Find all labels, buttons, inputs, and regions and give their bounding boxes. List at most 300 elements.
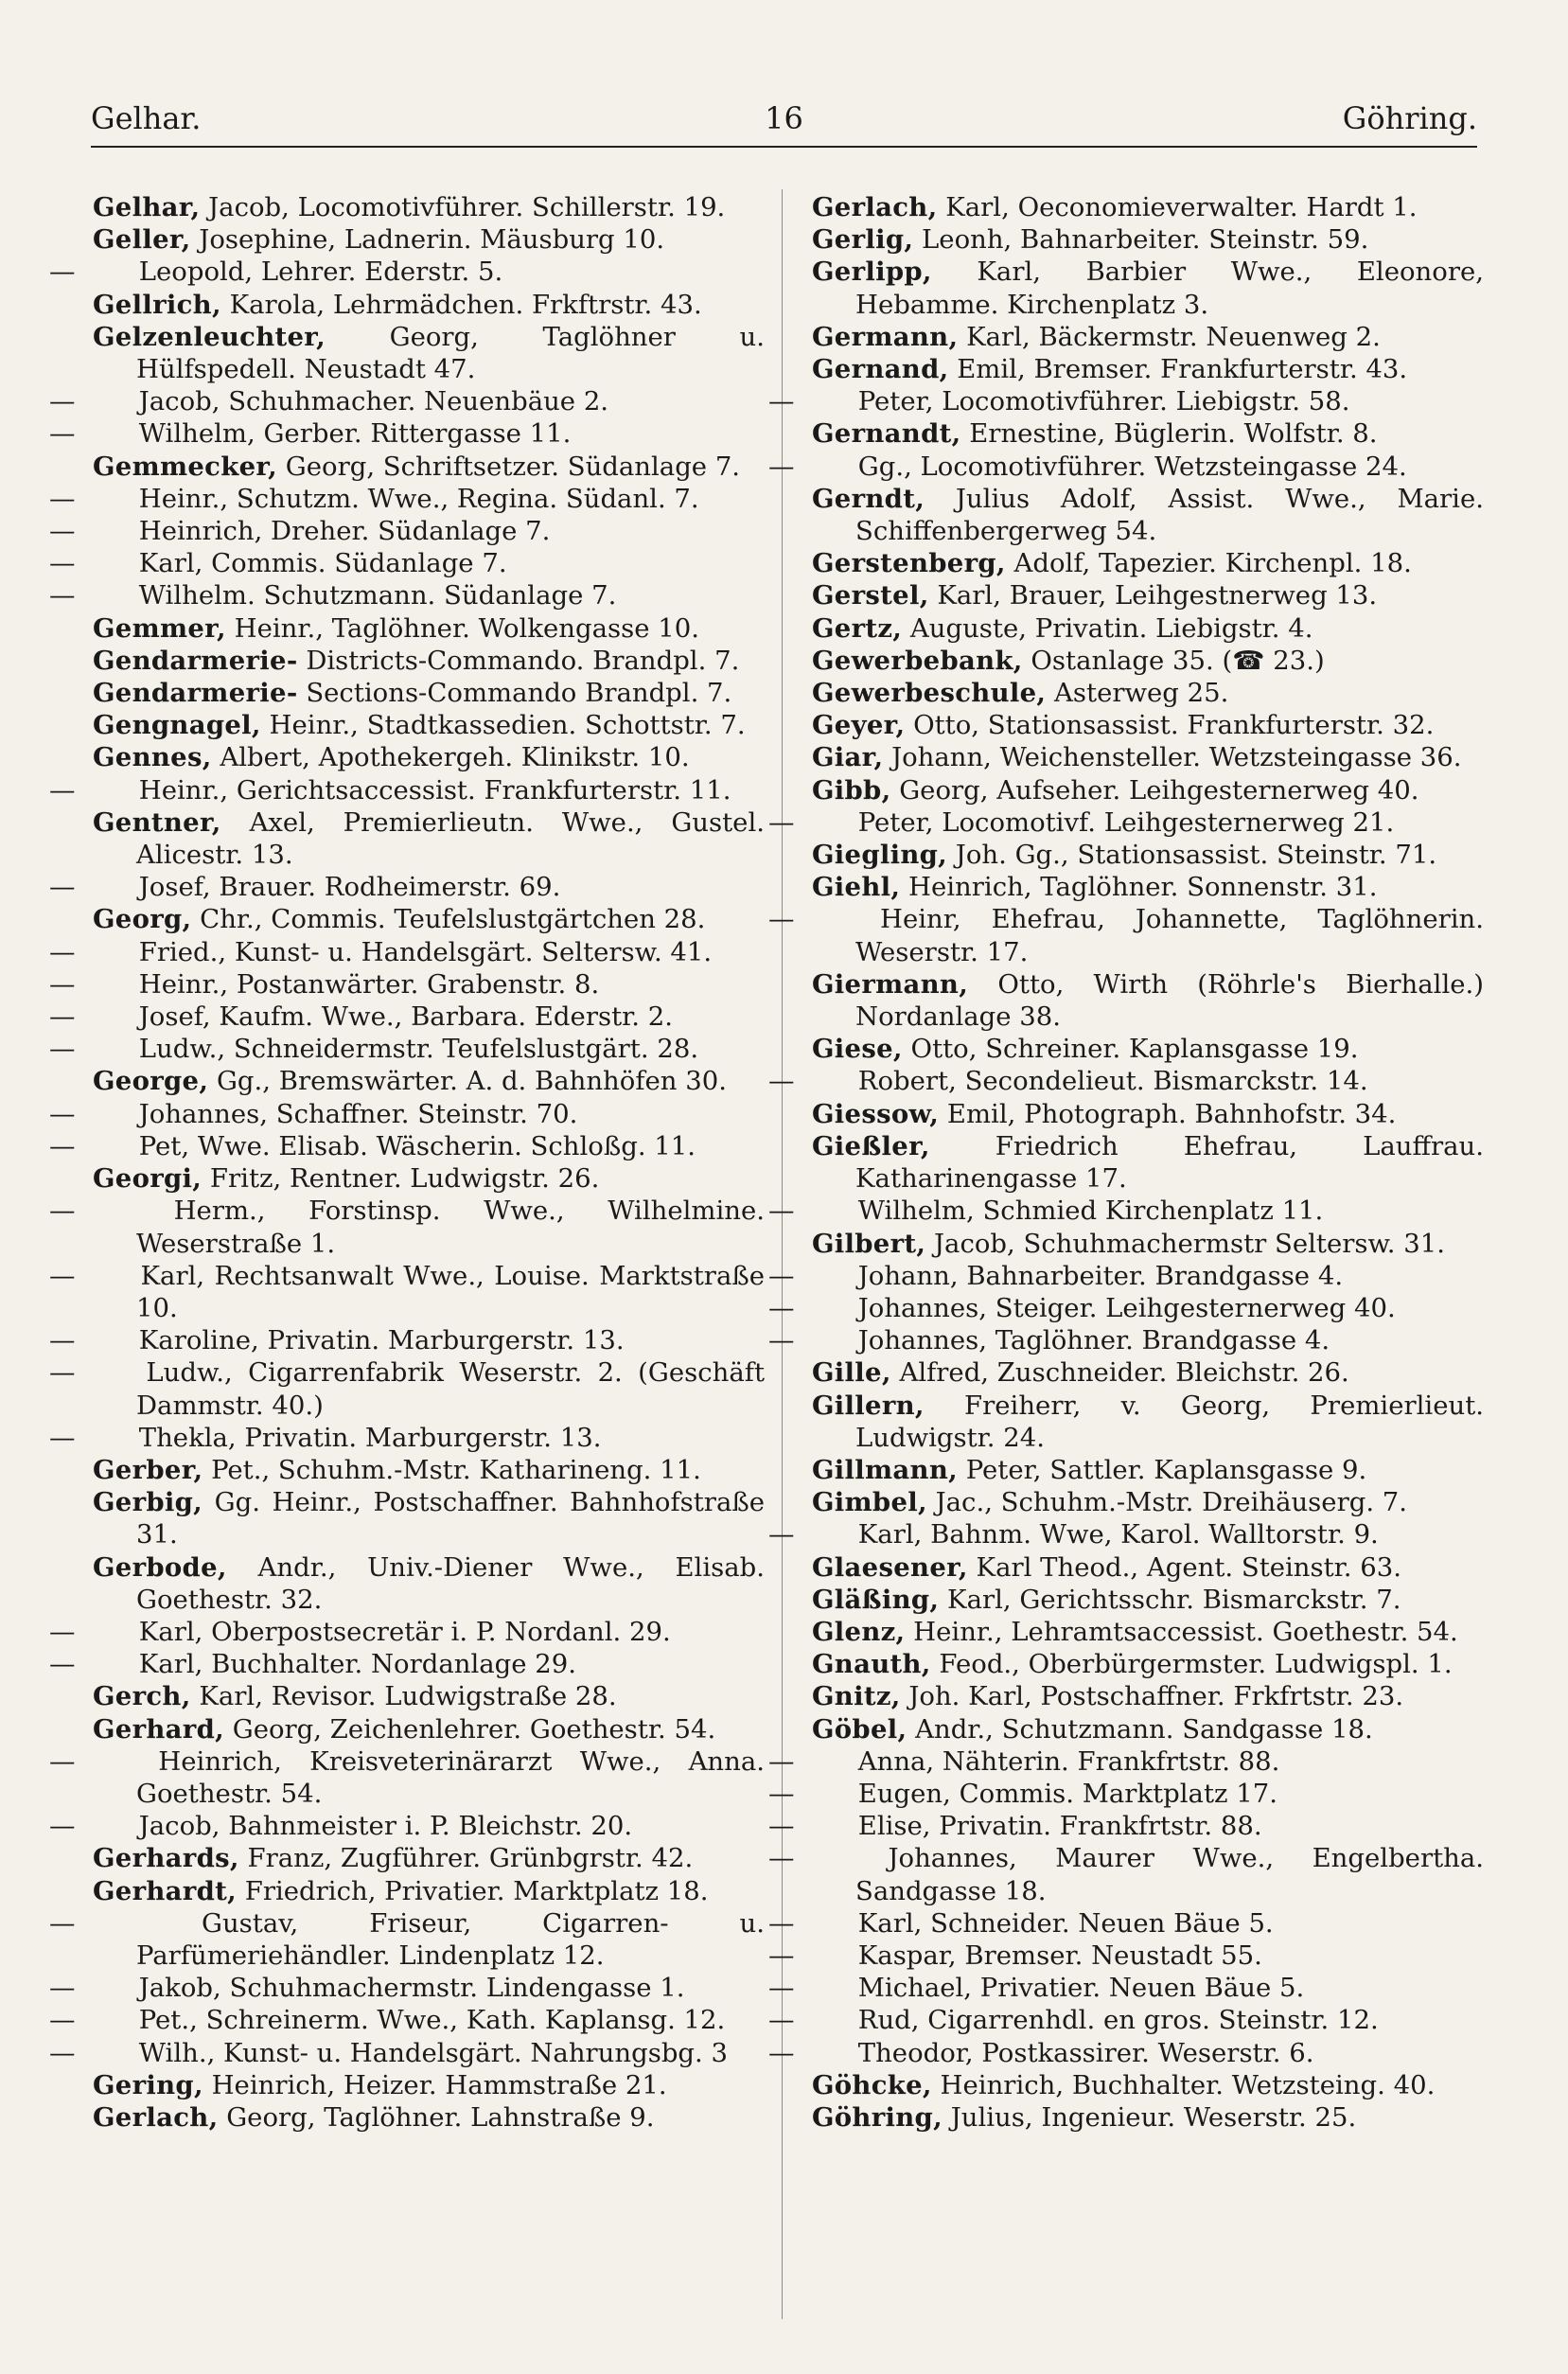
- directory-entry: [93, 1680, 765, 1712]
- surname: Gilbert,: [812, 1228, 926, 1259]
- running-header: [91, 95, 1477, 142]
- ditto-dash: —: [49, 1260, 76, 1291]
- ditto-dash: —: [49, 1616, 76, 1647]
- directory-entry: [49, 1972, 765, 2004]
- entry-details: Karl Theod., Agent. Steinstr. 63.: [976, 1551, 1402, 1583]
- surname: Gelzenleuchter,: [93, 321, 326, 352]
- entry-details: Johannes, Taglöhner. Brandgasse 4.: [857, 1325, 1330, 1356]
- entry-details: Chr., Commis. Teufelslustgärtchen 28.: [200, 904, 706, 935]
- directory-entry: [93, 677, 765, 709]
- surname: Gerstel,: [812, 580, 929, 611]
- directory-entry: [812, 353, 1484, 385]
- directory-entry: [812, 1130, 1484, 1195]
- entry-details: Districts-Commando. Brandpl. 7.: [306, 645, 740, 676]
- directory-entry: [812, 1584, 1484, 1616]
- ditto-dash: —: [49, 548, 76, 579]
- entry-details: Jac., Schuhm.-Mstr. Dreihäuserg. 7.: [935, 1487, 1408, 1518]
- ditto-dash: —: [49, 1973, 76, 2004]
- ditto-dash: —: [768, 386, 795, 417]
- directory-entry: [812, 2069, 1484, 2101]
- directory-entry: [49, 1195, 765, 1259]
- entry-details: Johannes, Steiger. Leihgesternerweg 40.: [857, 1292, 1396, 1323]
- surname: Gläßing,: [812, 1584, 940, 1615]
- entry-details: Heinr., Schutzm. Wwe., Regina. Südanl. 7.: [138, 483, 699, 514]
- directory-entry: [768, 1324, 1484, 1356]
- entry-details: Wilhelm. Schutzmann. Südanlage 7.: [138, 580, 617, 611]
- directory-entry: [768, 1842, 1484, 1906]
- entry-details: Otto, Stationsassist. Frankfurterstr. 32.: [913, 710, 1435, 741]
- entry-details: Josephine, Ladnerin. Mäusburg 10.: [199, 224, 665, 256]
- surname: Gille,: [812, 1357, 891, 1389]
- surname: Gerstenberg,: [812, 548, 1006, 579]
- entry-details: Karl, Barbier Wwe., Eleonore, Hebamme. Kirchenplatz 3.: [855, 257, 1484, 320]
- entry-details: Julius, Ingenieur. Weserstr. 25.: [950, 2101, 1357, 2133]
- directory-entry: [812, 839, 1484, 871]
- directory-entry: [93, 1875, 765, 1907]
- entry-details: Emil, Bremser. Frankfurterstr. 43.: [957, 354, 1408, 385]
- directory-entry: [812, 1390, 1484, 1454]
- surname: Gimbel,: [812, 1487, 927, 1518]
- surname: Gerber,: [93, 1454, 203, 1485]
- directory-entry: [812, 1454, 1484, 1486]
- ditto-dash: —: [768, 1196, 795, 1227]
- directory-entry: [49, 871, 765, 903]
- directory-entry: [93, 223, 765, 256]
- directory-entry: [812, 483, 1484, 547]
- entry-details: Johann, Bahnarbeiter. Brandgasse 4.: [857, 1260, 1344, 1291]
- directory-entry: [49, 1810, 765, 1842]
- ditto-dash: —: [49, 1811, 76, 1842]
- entry-details: Joh. Gg., Stationsassist. Steinstr. 71.: [955, 840, 1437, 871]
- ditto-dash: —: [49, 936, 76, 967]
- ditto-dash: —: [768, 1907, 795, 1939]
- directory-entry: [93, 451, 765, 483]
- entry-details: Heinr., Taglöhner. Wolkengasse 10.: [234, 612, 699, 644]
- directory-entry: [49, 774, 765, 806]
- header-rule: [91, 146, 1477, 148]
- entry-details: Peter, Locomotivführer. Liebigstr. 58.: [857, 386, 1350, 417]
- directory-entry: [812, 1228, 1484, 1260]
- header-right-keyword: Göhring.: [1342, 100, 1477, 136]
- surname: Gibb,: [812, 774, 891, 806]
- entry-details: Kaspar, Bremser. Neustadt 55.: [857, 1940, 1262, 1971]
- surname: Giese,: [812, 1034, 903, 1065]
- directory-entry: [49, 1033, 765, 1065]
- directory-entry: [93, 1162, 765, 1195]
- directory-entry: [49, 483, 765, 515]
- directory-entry: [768, 1907, 1484, 1940]
- entry-details: Pet., Schuhm.-Mstr. Katharineng. 11.: [211, 1454, 701, 1485]
- directory-entry: [768, 385, 1484, 417]
- ditto-dash: —: [768, 2005, 795, 2036]
- directory-entry: [812, 1486, 1484, 1518]
- directory-entry: [49, 385, 765, 417]
- entry-details: Josef, Kaufm. Wwe., Barbara. Ederstr. 2.: [138, 1001, 673, 1033]
- entry-details: Heinrich, Taglöhner. Sonnenstr. 31.: [908, 872, 1378, 903]
- surname: Gengnagel,: [93, 710, 261, 741]
- ditto-dash: —: [49, 386, 76, 417]
- entry-details: Ludw., Schneidermstr. Teufelslustgärt. 28.: [138, 1034, 699, 1065]
- entry-details: Otto, Wirth (Röhrle's Bierhalle.) Nordanlage 38.: [855, 968, 1484, 1033]
- entry-details: Gg., Bremswärter. A. d. Bahnhöfen 30.: [216, 1066, 727, 1097]
- entry-details: Karl, Gerichtsschr. Bismarckstr. 7.: [947, 1584, 1401, 1615]
- entry-details: Johann, Weichensteller. Wetzsteingasse 36.: [891, 742, 1462, 773]
- directory-entry: [49, 417, 765, 450]
- ditto-dash: —: [768, 1973, 795, 2004]
- directory-entry: [768, 1260, 1484, 1292]
- directory-entry: [812, 709, 1484, 741]
- directory-entry: [812, 741, 1484, 773]
- directory-entry: [49, 1098, 765, 1130]
- directory-entry: [93, 903, 765, 935]
- surname: Gerndt,: [812, 483, 925, 514]
- surname: Georgi,: [93, 1163, 203, 1195]
- directory-entry: [768, 1940, 1484, 1972]
- entry-details: Gg. Heinr., Postschaffner. Bahnhofstraße 31.: [136, 1487, 765, 1550]
- surname: Gerlach,: [812, 192, 938, 222]
- surname: Gemmecker,: [93, 451, 278, 482]
- entry-details: Karl, Schneider. Neuen Bäue 5.: [857, 1907, 1274, 1939]
- entry-details: Georg, Schriftsetzer. Südanlage 7.: [285, 451, 741, 482]
- entry-details: Thekla, Privatin. Marburgerstr. 13.: [138, 1422, 602, 1453]
- directory-entry: [49, 1422, 765, 1454]
- directory-entry: [768, 1195, 1484, 1227]
- directory-entry: [812, 1648, 1484, 1680]
- directory-entry: [93, 1842, 765, 1874]
- entry-details: Peter, Locomotivf. Leihgesternerweg 21.: [857, 806, 1395, 838]
- directory-entry: [49, 1130, 765, 1162]
- directory-entry: [768, 451, 1484, 483]
- directory-entry: [812, 1551, 1484, 1584]
- directory-entry: [49, 1001, 765, 1033]
- surname: Germann,: [812, 321, 959, 352]
- directory-entry: [812, 2101, 1484, 2134]
- entry-details: Josef, Brauer. Rodheimerstr. 69.: [138, 872, 561, 903]
- directory-entry: [812, 1713, 1484, 1745]
- entry-details: Freiherr, v. Georg, Premierlieut. Ludwigstr. 24.: [855, 1390, 1484, 1453]
- surname: Gerhardt,: [93, 1875, 237, 1906]
- right-column: [768, 191, 1484, 2134]
- surname: Gerlach,: [93, 2101, 219, 2133]
- entry-details: Robert, Secondelieut. Bismarckstr. 14.: [857, 1066, 1368, 1097]
- entry-details: Heinr., Lehramtsaccessist. Goethestr. 54.: [913, 1616, 1458, 1647]
- directory-entry: [49, 1356, 765, 1421]
- directory-entry: [93, 806, 765, 871]
- entry-details: Pet., Schreinerm. Wwe., Kath. Kaplansg. 12.: [138, 2005, 726, 2036]
- directory-entry: [49, 936, 765, 968]
- entry-details: Karl, Commis. Südanlage 7.: [138, 548, 507, 579]
- surname: Gertz,: [812, 612, 903, 644]
- directory-entry: [49, 579, 765, 611]
- surname: Glenz,: [812, 1616, 906, 1647]
- entry-details: Heinr, Ehefrau, Johannette, Taglöhnerin. Weserstr. 17.: [855, 904, 1484, 967]
- ditto-dash: —: [768, 1843, 795, 1874]
- directory-entry: [93, 1486, 765, 1550]
- page-number: 16: [765, 100, 803, 136]
- ditto-dash: —: [768, 1745, 795, 1777]
- directory-entry: [812, 256, 1484, 320]
- directory-entry: [93, 709, 765, 741]
- surname: Göbel,: [812, 1713, 907, 1745]
- entry-details: Alfred, Zuschneider. Bleichstr. 26.: [899, 1357, 1349, 1389]
- entry-details: Fritz, Rentner. Ludwigstr. 26.: [209, 1163, 600, 1195]
- entry-details: Andr., Schutzmann. Sandgasse 18.: [915, 1713, 1373, 1745]
- surname: Gerlig,: [812, 224, 914, 256]
- surname: Gillern,: [812, 1390, 925, 1421]
- entry-details: Otto, Schreiner. Kaplansgasse 19.: [910, 1034, 1359, 1065]
- entry-details: Wilh., Kunst- u. Handelsgärt. Nahrungsbg. 3: [138, 2037, 729, 2068]
- surname: Gendarmerie-: [93, 645, 298, 676]
- entry-details: Eugen, Commis. Marktplatz 17.: [857, 1778, 1277, 1809]
- directory-entry: [49, 1324, 765, 1356]
- entry-details: Pet, Wwe. Elisab. Wäscherin. Schloßg. 11.: [138, 1130, 696, 1161]
- entry-details: Georg, Aufseher. Leihgesternerweg 40.: [899, 774, 1419, 806]
- entry-details: Gustav, Friseur, Cigarren- u. Parfümeriehändler. Lindenplatz 12.: [136, 1907, 765, 1971]
- directory-entry: [49, 547, 765, 579]
- directory-entry: [93, 1713, 765, 1745]
- ditto-dash: —: [49, 516, 76, 547]
- surname: Gentner,: [93, 806, 221, 838]
- ditto-dash: —: [49, 1098, 76, 1129]
- directory-entry: [812, 1680, 1484, 1712]
- directory-entry: [49, 1648, 765, 1680]
- directory-entry: [93, 289, 765, 321]
- directory-entry: [812, 968, 1484, 1033]
- directory-entry: [768, 903, 1484, 967]
- directory-entry: [49, 1260, 765, 1324]
- directory-entry: [812, 321, 1484, 353]
- entry-details: Heinrich, Heizer. Hammstraße 21.: [211, 2069, 667, 2100]
- directory-entry: [768, 1745, 1484, 1778]
- ditto-dash: —: [49, 483, 76, 514]
- ditto-dash: —: [49, 872, 76, 903]
- entry-details: Gg., Locomotivführer. Wetzsteingasse 24.: [857, 451, 1407, 482]
- surname: George,: [93, 1066, 209, 1097]
- entry-details: Heinrich, Buchhalter. Wetzsteing. 40.: [940, 2069, 1436, 2100]
- directory-entry: [93, 2101, 765, 2134]
- ditto-dash: —: [49, 1649, 76, 1680]
- entry-details: Elise, Privatin. Frankfrtstr. 88.: [857, 1811, 1262, 1842]
- surname: Gellrich,: [93, 289, 221, 320]
- entry-details: Karl, Oberpostsecretär i. P. Nordanl. 29.: [138, 1616, 671, 1647]
- directory-entry: [49, 515, 765, 547]
- directory-entry: [93, 1454, 765, 1486]
- directory-entry: [49, 2004, 765, 2036]
- surname: Gerch,: [93, 1681, 191, 1712]
- directory-entry: [812, 1098, 1484, 1130]
- ditto-dash: —: [49, 2037, 76, 2068]
- surname: Gelhar,: [93, 192, 201, 222]
- surname: Giessow,: [812, 1098, 940, 1129]
- entry-details: Andr., Univ.-Diener Wwe., Elisab. Goethestr. 32.: [136, 1551, 765, 1615]
- ditto-dash: —: [49, 1422, 76, 1453]
- directory-entry: [768, 1778, 1484, 1810]
- ditto-dash: —: [768, 904, 795, 935]
- entry-details: Jakob, Schuhmachermstr. Lindengasse 1.: [138, 1973, 685, 2004]
- ditto-dash: —: [49, 1034, 76, 1065]
- entry-details: Adolf, Tapezier. Kirchenpl. 18.: [1013, 548, 1412, 579]
- directory-entry: [812, 191, 1484, 223]
- directory-entry: [93, 645, 765, 677]
- directory-entry: [93, 2069, 765, 2101]
- entry-details: Peter, Sattler. Kaplansgasse 9.: [965, 1454, 1367, 1485]
- entry-details: Fried., Kunst- u. Handelsgärt. Seltersw. 41.: [138, 936, 713, 967]
- directory-entry: [93, 1551, 765, 1616]
- entry-details: Asterweg 25.: [1054, 678, 1229, 709]
- surname: Giar,: [812, 742, 884, 773]
- directory-entry: [812, 774, 1484, 806]
- directory-entry: [812, 223, 1484, 256]
- surname: Gerhard,: [93, 1713, 224, 1745]
- directory-entry: [812, 547, 1484, 579]
- ditto-dash: —: [49, 1001, 76, 1033]
- directory-entry: [49, 1907, 765, 1972]
- entry-details: Ernestine, Büglerin. Wolfstr. 8.: [969, 418, 1378, 450]
- directory-entry: [49, 256, 765, 288]
- entry-details: Friedrich, Privatier. Marktplatz 18.: [244, 1875, 709, 1906]
- entry-details: Jacob, Schuhmachermstr Seltersw. 31.: [934, 1228, 1445, 1259]
- ditto-dash: —: [49, 1325, 76, 1356]
- surname: Gnitz,: [812, 1681, 901, 1712]
- surname: Gernand,: [812, 354, 949, 385]
- entry-details: Karl, Oeconomieverwalter. Hardt 1.: [945, 192, 1418, 222]
- surname: Gerlipp,: [812, 257, 932, 288]
- surname: Gerbig,: [93, 1487, 203, 1518]
- surname: Geller,: [93, 224, 191, 256]
- directory-entry: [93, 1065, 765, 1097]
- directory-entry: [812, 645, 1484, 677]
- ditto-dash: —: [49, 2005, 76, 2036]
- directory-entry: [812, 1356, 1484, 1389]
- directory-entry: [812, 677, 1484, 709]
- surname: Gendarmerie-: [93, 678, 298, 709]
- directory-entry: [812, 612, 1484, 645]
- entry-details: Auguste, Privatin. Liebigstr. 4.: [909, 612, 1313, 644]
- ditto-dash: —: [49, 418, 76, 450]
- directory-entry: [93, 191, 765, 223]
- entry-details: Georg, Taglöhner. Lahnstraße 9.: [226, 2101, 655, 2133]
- directory-entry: [768, 2004, 1484, 2036]
- ditto-dash: —: [768, 1260, 795, 1291]
- surname: Gernandt,: [812, 418, 961, 450]
- entry-details: Friedrich Ehefrau, Lauffrau. Katharinengasse 17.: [855, 1130, 1484, 1195]
- entry-details: Heinr., Stadtkassedien. Schottstr. 7.: [269, 710, 746, 741]
- entry-details: Theodor, Postkassirer. Weserstr. 6.: [857, 2037, 1314, 2068]
- surname: Gennes,: [93, 742, 212, 773]
- entry-details: Jacob, Schuhmacher. Neuenbäue 2.: [138, 386, 609, 417]
- entry-details: Ludw., Cigarrenfabrik Weserstr. 2. (Geschäft Dammstr. 40.): [136, 1357, 765, 1421]
- entry-details: Heinr., Gerichtsaccessist. Frankfurterstr. 11.: [138, 774, 731, 806]
- ditto-dash: —: [768, 1811, 795, 1842]
- directory-entry: [812, 1033, 1484, 1065]
- entry-details: Michael, Privatier. Neuen Bäue 5.: [857, 1973, 1305, 2004]
- ditto-dash: —: [49, 257, 76, 288]
- ditto-dash: —: [768, 1940, 795, 1971]
- surname: Göhring,: [812, 2101, 943, 2133]
- surname: Georg,: [93, 904, 192, 935]
- entry-details: Ostanlage 35. (☎ 23.): [1031, 645, 1325, 676]
- entry-details: Leonh, Bahnarbeiter. Steinstr. 59.: [922, 224, 1369, 256]
- directory-entry: [768, 1972, 1484, 2004]
- entry-details: Joh. Karl, Postschaffner. Frkfrtstr. 23.: [908, 1681, 1404, 1712]
- surname: Göhcke,: [812, 2069, 932, 2100]
- directory-entry: [812, 871, 1484, 903]
- directory-entry: [812, 1616, 1484, 1648]
- entry-details: Herm., Forstinsp. Wwe., Wilhelmine. Weserstraße 1.: [136, 1196, 765, 1259]
- entry-details: Sections-Commando Brandpl. 7.: [306, 678, 732, 709]
- surname: Gillmann,: [812, 1454, 959, 1485]
- ditto-dash: —: [49, 774, 76, 806]
- directory-entry: [49, 2037, 765, 2069]
- surname: Gerhards,: [93, 1843, 239, 1874]
- entry-details: Emil, Photograph. Bahnhofstr. 34.: [946, 1098, 1397, 1129]
- surname: Giehl,: [812, 872, 901, 903]
- entry-details: Karl, Bahnm. Wwe, Karol. Walltorstr. 9.: [857, 1519, 1379, 1550]
- directory-entry: [812, 417, 1484, 450]
- entry-details: Wilhelm, Gerber. Rittergasse 11.: [138, 418, 572, 450]
- ditto-dash: —: [768, 806, 795, 838]
- entry-details: Karl, Brauer, Leihgestnerweg 13.: [937, 580, 1378, 611]
- surname: Gerbode,: [93, 1551, 227, 1583]
- directory-entry: [49, 968, 765, 1001]
- entry-details: Karl, Rechtsanwalt Wwe., Louise. Marktstraße 10.: [136, 1260, 765, 1323]
- ditto-dash: —: [768, 1519, 795, 1550]
- entry-details: Karoline, Privatin. Marburgerstr. 13.: [138, 1325, 625, 1356]
- entry-details: Rud, Cigarrenhdl. en gros. Steinstr. 12.: [857, 2005, 1379, 2036]
- directory-entry: [93, 612, 765, 645]
- entry-details: Heinr., Postanwärter. Grabenstr. 8.: [138, 968, 600, 1000]
- directory-entry: [768, 1065, 1484, 1097]
- entry-details: Julius Adolf, Assist. Wwe., Marie. Schiffenbergerweg 54.: [855, 483, 1484, 547]
- directory-entry: [49, 1616, 765, 1648]
- surname: Gewerbebank,: [812, 645, 1023, 676]
- ditto-dash: —: [49, 1196, 76, 1227]
- surname: Gießler,: [812, 1130, 930, 1161]
- entry-details: Karl, Revisor. Ludwigstraße 28.: [199, 1681, 617, 1712]
- entry-details: Albert, Apothekergeh. Klinikstr. 10.: [220, 742, 690, 773]
- ditto-dash: —: [768, 1292, 795, 1323]
- ditto-dash: —: [49, 1357, 76, 1389]
- directory-entry: [768, 1810, 1484, 1842]
- ditto-dash: —: [768, 1778, 795, 1809]
- entry-details: Feod., Oberbürgermster. Ludwigspl. 1.: [939, 1649, 1453, 1680]
- entry-details: Heinrich, Kreisveterinärarzt Wwe., Anna. Goethestr. 54.: [136, 1745, 765, 1809]
- left-column: [49, 191, 765, 2134]
- directory-entry: [93, 321, 765, 385]
- entry-details: Franz, Zugführer. Grünbgrstr. 42.: [247, 1843, 694, 1874]
- ditto-dash: —: [768, 2037, 795, 2068]
- entry-details: Heinrich, Dreher. Südanlage 7.: [138, 516, 551, 547]
- directory-entry: [768, 2037, 1484, 2069]
- entry-details: Jacob, Bahnmeister i. P. Bleichstr. 20.: [138, 1811, 633, 1842]
- ditto-dash: —: [768, 1325, 795, 1356]
- surname: Giegling,: [812, 840, 948, 871]
- directory-entry: [93, 741, 765, 773]
- ditto-dash: —: [49, 580, 76, 611]
- surname: Gnauth,: [812, 1649, 931, 1680]
- entry-details: Jacob, Locomotivführer. Schillerstr. 19.: [208, 192, 726, 222]
- entry-details: Karola, Lehrmädchen. Frkftrstr. 43.: [229, 289, 702, 320]
- surname: Gemmer,: [93, 612, 226, 644]
- surname: Glaesener,: [812, 1551, 968, 1583]
- entry-details: Karl, Buchhalter. Nordanlage 29.: [138, 1649, 576, 1680]
- ditto-dash: —: [49, 968, 76, 1000]
- directory-entry: [768, 806, 1484, 839]
- surname: Giermann,: [812, 968, 969, 1000]
- surname: Gering,: [93, 2069, 203, 2100]
- entry-details: Anna, Nähterin. Frankfrtstr. 88.: [857, 1745, 1280, 1777]
- entry-details: Wilhelm, Schmied Kirchenplatz 11.: [857, 1196, 1324, 1227]
